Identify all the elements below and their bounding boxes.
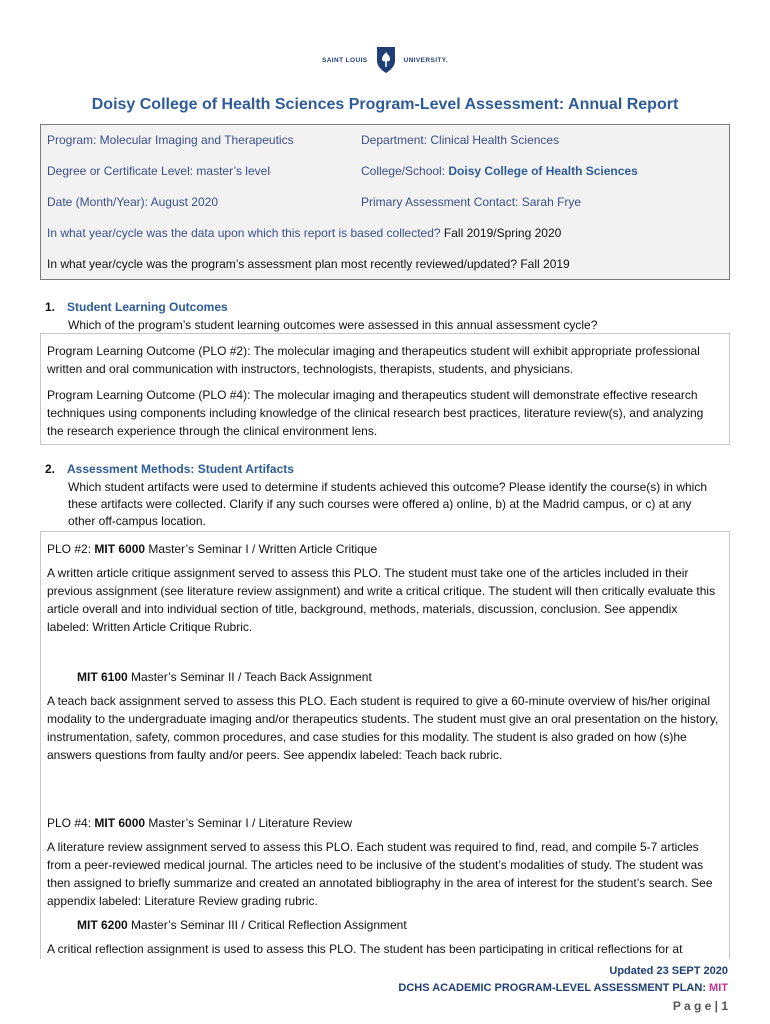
shield-crest-icon	[376, 46, 396, 74]
footer-updated: Updated 23 SEPT 2020	[609, 965, 728, 977]
university-logo	[0, 46, 770, 74]
artifact-b-title: Master’s Seminar II / Teach Back Assignment	[127, 670, 372, 684]
program-field: Program: Molecular Imaging and Therapeutics	[47, 133, 294, 147]
artifact-a-title: Master’s Seminar I / Written Article Critique	[145, 542, 378, 556]
artifact-a-prefix: PLO #2:	[47, 542, 95, 556]
date-field: Date (Month/Year): August 2020	[47, 195, 218, 209]
artifact-d-text: A critical reflection assignment is used to assess this PLO. The student has been participating in critical reflections for at	[47, 942, 683, 956]
artifact-c-title: Master’s Seminar I / Literature Review	[145, 816, 353, 830]
section1-question: Which of the program’s student learning outcomes were assessed in this annual assessment cycle?	[68, 318, 598, 332]
department-field: Department: Clinical Health Sciences	[361, 133, 560, 147]
program-info-box	[40, 124, 730, 280]
section2-number: 2.	[45, 462, 56, 476]
artifact-c-text: A literature review assignment served to assess this PLO. Each student was required to find, read, and compile 5-7 articles from a peer-reviewed medical journal. The articles need to be inclusive of the student’s modalities of study. The student was then assigned to briefly summarize and created an annotated bibliography in the area of interest for the student’s search. See appendix labeled: Literature Review grading rubric.	[47, 840, 713, 908]
artifact-c-course: MIT 6000	[94, 816, 146, 830]
logo-right-text: UNIVERSITY.	[403, 56, 449, 64]
data-year-field	[47, 226, 561, 240]
plo-box	[40, 333, 730, 445]
degree-field: Degree or Certificate Level: master’s level	[47, 164, 270, 178]
logo-left-text: SAINT LOUIS	[321, 56, 368, 64]
artifact-c-prefix: PLO #4:	[47, 816, 95, 830]
artifacts-box	[40, 531, 730, 959]
artifact-b-heading	[77, 668, 717, 686]
artifact-a-heading	[47, 540, 719, 558]
footer-plan-label: DCHS ACADEMIC PROGRAM-LEVEL ASSESSMENT PLAN:	[398, 982, 710, 994]
plo4-text: Program Learning Outcome (PLO #4): The molecular imaging and therapeutics student will demonstrate effective research techniques using components including knowledge of the clinical research best practices, literature review(s), and analyzing the research experience through the clinical environment lens.	[47, 388, 704, 438]
section2-question: Which student artifacts were used to determine if students achieved this outcome? Please identify the course(s) in which these artifacts were collected. Clarify if any such courses were offered a) online, b) at the Madrid campus, or c) at any other off-campus location.	[68, 480, 707, 528]
section1-number: 1.	[45, 300, 56, 314]
artifact-d-course: MIT 6200	[77, 918, 128, 932]
page-number: P a g e | 1	[672, 999, 728, 1013]
data-year-question: In what year/cycle was the data upon which this report is based collected?	[47, 226, 441, 240]
college-value: Doisy College of Health Sciences	[448, 164, 638, 178]
data-year-answer: Fall 2019/Spring 2020	[440, 226, 562, 240]
artifact-c-heading	[47, 814, 719, 832]
footer-plan	[398, 982, 728, 994]
plan-year-field: In what year/cycle was the program’s assessment plan most recently reviewed/updated? Fall 2019	[47, 257, 570, 271]
artifact-a-text: A written article critique assignment served to assess this PLO. The student must take one of the articles included in their previous assignment (see literature review assignment) and write a critical critique. The student will then critically evaluate this article overall and into individual section of title, background, methods, materials, discussion, conclusion. See appendix labeled: Written Article Critique Rubric.	[47, 566, 716, 634]
section2-title: Assessment Methods: Student Artifacts	[67, 462, 294, 476]
artifact-d-title: Master’s Seminar III / Critical Reflection Assignment	[127, 918, 407, 932]
contact-field: Primary Assessment Contact: Sarah Frye	[361, 195, 582, 209]
footer-plan-code: MIT	[709, 982, 728, 994]
section2-heading	[45, 462, 294, 476]
plo2-text: Program Learning Outcome (PLO #2): The molecular imaging and therapeutics student will exhibit appropriate professional written and oral communication with instructors, technologists, therapists, students, and physicians.	[47, 344, 700, 376]
artifact-a-course: MIT 6000	[94, 542, 146, 556]
section1-heading	[45, 300, 228, 314]
artifact-b-text: A teach back assignment served to assess this PLO. Each student is required to give a 60-minute overview of his/her original modality to the undergraduate imaging and/or therapeutics students. The student must give an oral presentation on the history, instrumentation, safety, common procedures, and case studies for this modality. The student is also graded on how (s)he answers questions from faulty and/or peers. See appendix labeled: Teach back rubric.	[47, 694, 719, 762]
artifact-d-heading	[77, 916, 717, 934]
report-title: Doisy College of Health Sciences Program-Level Assessment: Annual Report	[91, 96, 679, 113]
college-field	[361, 164, 638, 178]
artifact-b-course: MIT 6100	[77, 670, 128, 684]
section1-title: Student Learning Outcomes	[67, 300, 228, 314]
college-label: College/School:	[361, 164, 449, 178]
